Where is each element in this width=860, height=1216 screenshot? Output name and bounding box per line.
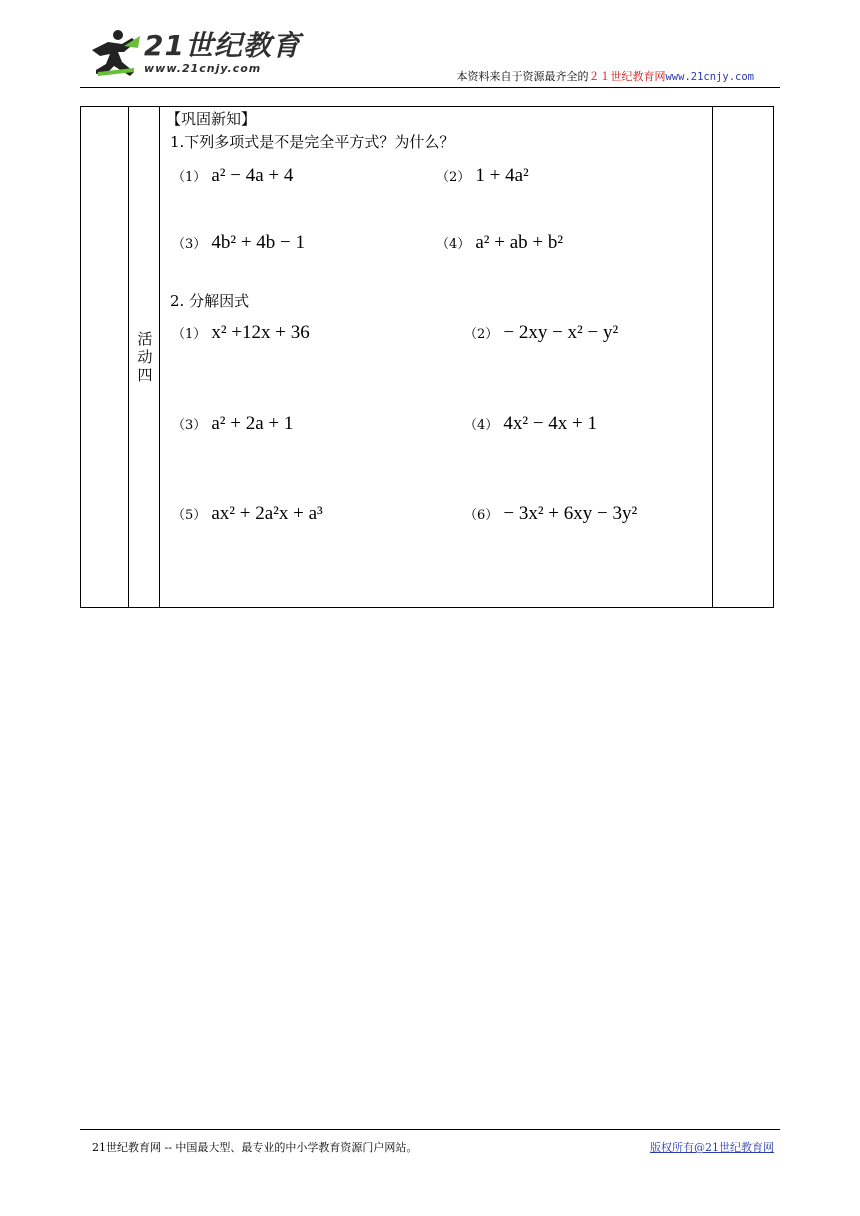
math-expression: − 3x² + 6xy − 3y² <box>503 503 638 524</box>
question-2-title: 2. 分解因式 <box>170 292 250 310</box>
item-number: （6） <box>464 508 499 523</box>
math-expression: a² + ab + b² <box>475 232 564 253</box>
runner-logo-icon <box>88 28 140 78</box>
math-expression: 1 + 4a² <box>475 165 529 186</box>
header-note <box>456 68 754 84</box>
header-divider <box>80 87 780 88</box>
logo-url: www.21cnjy.com <box>144 62 262 75</box>
footer-tagline: 21世纪教育网 -- 中国最大型、最专业的中小学教育资源门户网站。 <box>92 1141 418 1154</box>
question-2-item <box>464 503 637 525</box>
activity-label: 活 动 四 <box>137 330 153 384</box>
header-note-link[interactable]: www.21cnjy.com <box>665 71 754 83</box>
table-column-divider <box>712 106 713 608</box>
math-expression: − 2xy − x² − y² <box>503 322 619 343</box>
question-2-item <box>172 503 323 525</box>
item-number: （4） <box>436 237 471 252</box>
table-column-divider <box>159 106 160 608</box>
question-2-item <box>172 322 310 344</box>
item-number: （4） <box>464 418 499 433</box>
table-column-divider <box>128 106 129 608</box>
math-expression: 4b² + 4b − 1 <box>211 232 306 253</box>
math-expression: x² +12x + 36 <box>211 322 310 343</box>
question-1-item <box>172 232 305 254</box>
footer-copyright-link[interactable]: 版权所有@21世纪教育网 <box>650 1141 774 1154</box>
question-1-item <box>436 165 529 187</box>
math-expression: a² + 2a + 1 <box>211 413 294 434</box>
item-number: （3） <box>172 418 207 433</box>
header-note-prefix: 本资料来自于资源最齐全的 <box>456 70 589 83</box>
item-number: （2） <box>464 327 499 342</box>
footer-divider <box>80 1129 780 1130</box>
math-expression: 4x² − 4x + 1 <box>503 413 598 434</box>
question-2-item <box>172 413 293 435</box>
header-note-site: ２１世纪教育网 <box>588 70 666 83</box>
question-1-item <box>172 165 293 187</box>
logo-text: 21世纪教育 <box>144 29 301 62</box>
question-1-title: 1.下列多项式是不是完全平方式？为什么？ <box>170 133 455 151</box>
math-expression: ax² + 2a²x + a³ <box>211 503 323 524</box>
item-number: （5） <box>172 508 207 523</box>
question-2-item <box>464 413 597 435</box>
item-number: （3） <box>172 237 207 252</box>
item-number: （2） <box>436 170 471 185</box>
math-expression: a² − 4a + 4 <box>211 165 294 186</box>
item-number: （1） <box>172 170 207 185</box>
site-logo <box>88 24 301 82</box>
question-1-item <box>436 232 563 254</box>
section-title: 【巩固新知】 <box>166 110 257 128</box>
question-2-item <box>464 322 618 344</box>
item-number: （1） <box>172 327 207 342</box>
